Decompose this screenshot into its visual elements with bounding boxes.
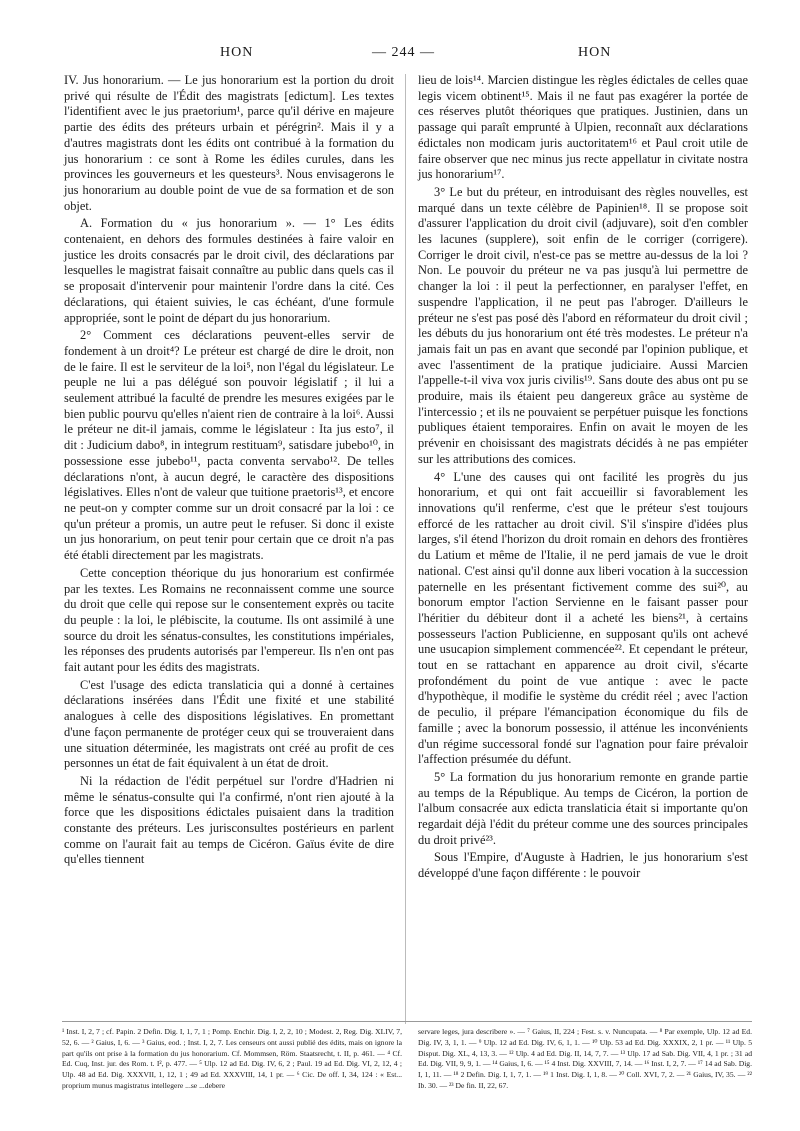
paragraph: 2° Comment ces déclarations peuvent-elles servir de fondement à un droit⁴? Le préteur est chargé de dire le droit, non de le faire. Il est le serviteur de la loi⁵, non l'égal du législateur. Le peuple ne lui a pas délégué son pouvoir législatif ; il lui a seulement attribué la faculté de prendre les mesures exigées par le bien public pourvu qu'elles n'aient rien de contraire à la loi⁶. Aussi le préteur ne dit-il jamais, comme le législateur : Ita jus esto⁷, il dit : Judicium dabo⁸, in integrum restituam⁹, satisdare jubebo¹⁰, in possessione esse jubebo¹¹, pacta conventa servabo¹². De telles déclarations n'ont, à aucun degré, le caractère des dispositions législatives. Elles n'ont de valeur que tuitione praetoris¹³, et encore ne peut-on y compter comme sur un droit consacré par la loi : ce qu'un préteur a promis, un autre peut le refuser. Si donc il existe un jus honorarium, on peut tenir pour certain que ce droit n'a pas été établi directement par les magistrats. xyxy=(64,328,394,563)
paragraph: A. Formation du « jus honorarium ». — 1° Les édits contenaient, en dehors des formules destinées à faire valoir en justice les droits consacrés par le droit civil, des déclarations par lesquelles le magistrat faisait connaître au public dans quels cas il se proposait d'intervenir pour maintenir l'ordre dans la cité. Ces déclarations, qui étaient suivies, le cas échéant, d'une formule appropriée, sont le point de départ du jus honorarium. xyxy=(64,216,394,325)
left-column xyxy=(64,73,394,870)
page-header xyxy=(60,45,750,69)
page-number: — 244 — xyxy=(372,45,435,60)
paragraph: Sous l'Empire, d'Auguste à Hadrien, le jus honorarium s'est développé d'une façon différente : le pouvoir xyxy=(418,850,748,881)
paragraph: Ni la rédaction de l'édit perpétuel sur l'ordre d'Hadrien ni même le sénatus-consulte qui l'a confirmé, n'ont rien ajouté à la force que les dispositions édictales puisaient dans la tradition constante des préteurs. Les jurisconsultes postérieurs en parlent comme on l'aurait fait au temps de Cicéron. Gaïus évite de dire qu'elles tiennent xyxy=(64,773,394,867)
running-head-right: HON xyxy=(578,45,612,60)
paragraph: 4° L'une des causes qui ont facilité les progrès du jus honorarium, et qui ont fait accueillir si favorablement les innovations qu'il renferme, c'est que le préteur s'est toujours efforcé de les rattacher au droit civil. S'il s'inspire d'idées plus larges, s'il étend l'horizon du droit romain en dehors des frontières du Latium et même de l'Italie, il ne perd jamais de vue le droit national. C'est ainsi qu'il donne aux liberi vocation à la succession paternelle en les présentant fictivement comme des sui²⁰, au bonorum emptor l'action Servienne en le faisant passer pour l'héritier du débiteur dont il a acheté les biens²¹, à certains possesseurs l'action Publicienne, en supposant qu'ils ont achevé une usucapion simplement commencée²². Et cependant le préteur, tout en se rattachant en apparence au droit civil, s'écarte profondément du point de vue antique : avec le pacte d'hypothèque, il modifie le système du crédit réel ; avec l'action de peculio, il prépare l'émancipation économique du fils de famille ; avec la bonorum possessio, il atténue les inconvénients d'un régime successoral fondé sur l'agnation pour faire prévaloir l'affection présumée du défunt. xyxy=(418,469,748,767)
paragraph: 3° Le but du préteur, en introduisant des règles nouvelles, est marqué dans un texte célèbre de Papinien¹⁸. Il se propose soit d'assurer l'application du droit civil (adjuvare), soit d'en combler les lacunes (supplere), soit enfin de le corriger (corrigere). Corriger le droit civil, n'est-ce pas se mettre au-dessus de la loi ? Non. Le pouvoir du préteur ne va pas jusqu'à lui permettre de changer la loi : il peut la perfectionner, en paralyser l'effet, en suspendre l'application, il ne peut pas l'abroger. D'ailleurs le préteur ne s'est pas posé dès l'abord en réformateur du droit civil ; les débuts du jus honorarium ont été très modestes. Le préteur n'a jamais fait un pas en avant que secondé par l'opinion publique, et avec l'assentiment de la pratique judiciaire. Aussi Marcien l'appelle-t-il viva vox juris civilis¹⁹. Sans doute des abus ont pu se produire, mais ils étaient peu dangereux grâce au système de l'intercessio ; et ils ne pouvaient se perpétuer puisque les fonctions publiques étaient temporaires. Enfin on avait le moyen de les prévenir en choisissant des magistrats décidés à ne pas empiéter sur les attributions des comices. xyxy=(418,184,748,466)
paragraph: C'est l'usage des edicta translaticia qui a donné à certaines déclarations insérées dans l'Édit une fixité et une stabilité analogues à celle des dispositions législatives. En promettant d'une façon permanente de protéger ceux qui se trouveraient dans une situation déterminée, les magistrats ont créé au profit de ces personnes un état de fait équivalent à un état de droit. xyxy=(64,677,394,771)
paragraph: lieu de lois¹⁴. Marcien distingue les règles édictales de celles quae legis vicem obtinent¹⁵. Mais il ne faut pas exagérer la portée de ces réserves plutôt théoriques que pratiques. Justinien, dans un passage qui paraît emprunté à Ulpien, reconnaît aux déclarations édictales non modicam juris auctoritatem¹⁶ et Paul croit utile de faire observer que nec minus jus recte appellatur in civitate nostra jus honorarium¹⁷. xyxy=(418,73,748,182)
paragraph: Cette conception théorique du jus honorarium est confirmée par les textes. Les Romains ne reconnaissent comme une source du droit que celle qui repose sur le consentement exprès ou tacite du peuple : la loi, le plébiscite, la coutume. Ils ont assimilé à une source du droit les sénatus-consultes, les constitutions impériales, les réponses des prudents autorisés par l'empereur. Ils n'en ont pas fait autant pour les édits des magistrats. xyxy=(64,565,394,675)
paragraph: 5° La formation du jus honorarium remonte en grande partie au temps de la République. Au temps de Cicéron, la portion de l'album consacrée aux edicta translaticia était si importante qu'on regardait déjà l'édit du préteur comme une des sources principales du droit privé²³. xyxy=(418,769,748,847)
footnotes-left: ¹ Inst. I, 2, 7 ; cf. Papin. 2 Defin. Dig. I, 1, 7, 1 ; Pomp. Enchir. Dig. I, 2, 2, 10 ; Modest. 2, Reg. Dig. XLIV, 7, 52, 6. — ² Gaius, I, 6. — ³ Gaius, eod. ; Inst. I, 2, 7. Les censeurs ont aussi publié des édits, mais on ignore la part qu'ils ont prise à la formation du jus honorarium. Cf. Mommsen, Röm. Staatsrecht, t. II, p. 461. — ⁴ Cf. Ed. Cuq, Inst. jur. des Rom. t. I², p. 477. — ⁵ Ulp. 12 ad Ed. Dig. IV, 6, 2 ; Paul. 19 ad Ed. Dig. VI, 2, 12, 4 ; Ulp. 48 ad Ed. Dig. XXXVII, 1, 12, 1 ; 49 ad Ed. XXXVIII, 14, 1 pr. — ⁶ Cic. De off. I, 34, 124 : « Est... proprium munus magistratus intellegere ...se ...debere xyxy=(62,1027,402,1090)
running-head-left: HON xyxy=(220,45,254,60)
footnote-rule xyxy=(62,1021,752,1022)
paragraph: IV. Jus honorarium. — Le jus honorarium est la portion du droit privé qui résulte de l'Édit des magistrats [edictum]. Les textes l'identifient avec le jus praetorium¹, parce qu'il dérive en majeure partie des édits des préteurs urbain et pérégrin². Mais il y a d'autres magistrats dont les édits ont contribué à la formation du jus honorarium : ce sont à Rome les édiles curules, dans les provinces les gouverneurs et les questeurs³. Nous envisagerons le jus honorarium au double point de vue de sa formation et de son objet. xyxy=(64,73,394,213)
column-divider xyxy=(405,74,406,1024)
right-column xyxy=(418,73,748,884)
footnotes-right: servare leges, jura describere ». — ⁷ Gaius, II, 224 ; Fest. s. v. Nuncupata. — ⁸ Par exemple, Ulp. 12 ad Ed. Dig. IV, 3, 1, 1. — ⁹ Ulp. 12 ad Ed. Dig. IV, 6, 1, 1. — ¹⁰ Ulp. 53 ad Ed. Dig. XXXIX, 2, 1 pr. — ¹¹ Ulp. 5 Disput. Dig. XL, 4, 13, 3. — ¹² Ulp. 4 ad Ed. Dig. II, 14, 7, 7. — ¹³ Ulp. 17 ad Sab. Dig. VII, 4, 1 pr. ; 31 ad Ed. Dig. VII, 9, 9, 1. — ¹⁴ Gaius, I, 6. — ¹⁵ 4 Inst. Dig. XXVIII, 7, 14. — ¹⁶ Inst. I, 2, 7. — ¹⁷ 14 ad Sab. Dig. I, 1, 11. — ¹⁸ 2 Defin. Dig. I, 1, 7, 1. — ¹⁹ 1 Inst. Dig. I, 1, 8. — ²⁰ Coll. XVI, 7, 2. — ²¹ Gaius, IV, 35. — ²² Ib. 30. — ²³ De fin. II, 22, 67. xyxy=(418,1027,752,1090)
